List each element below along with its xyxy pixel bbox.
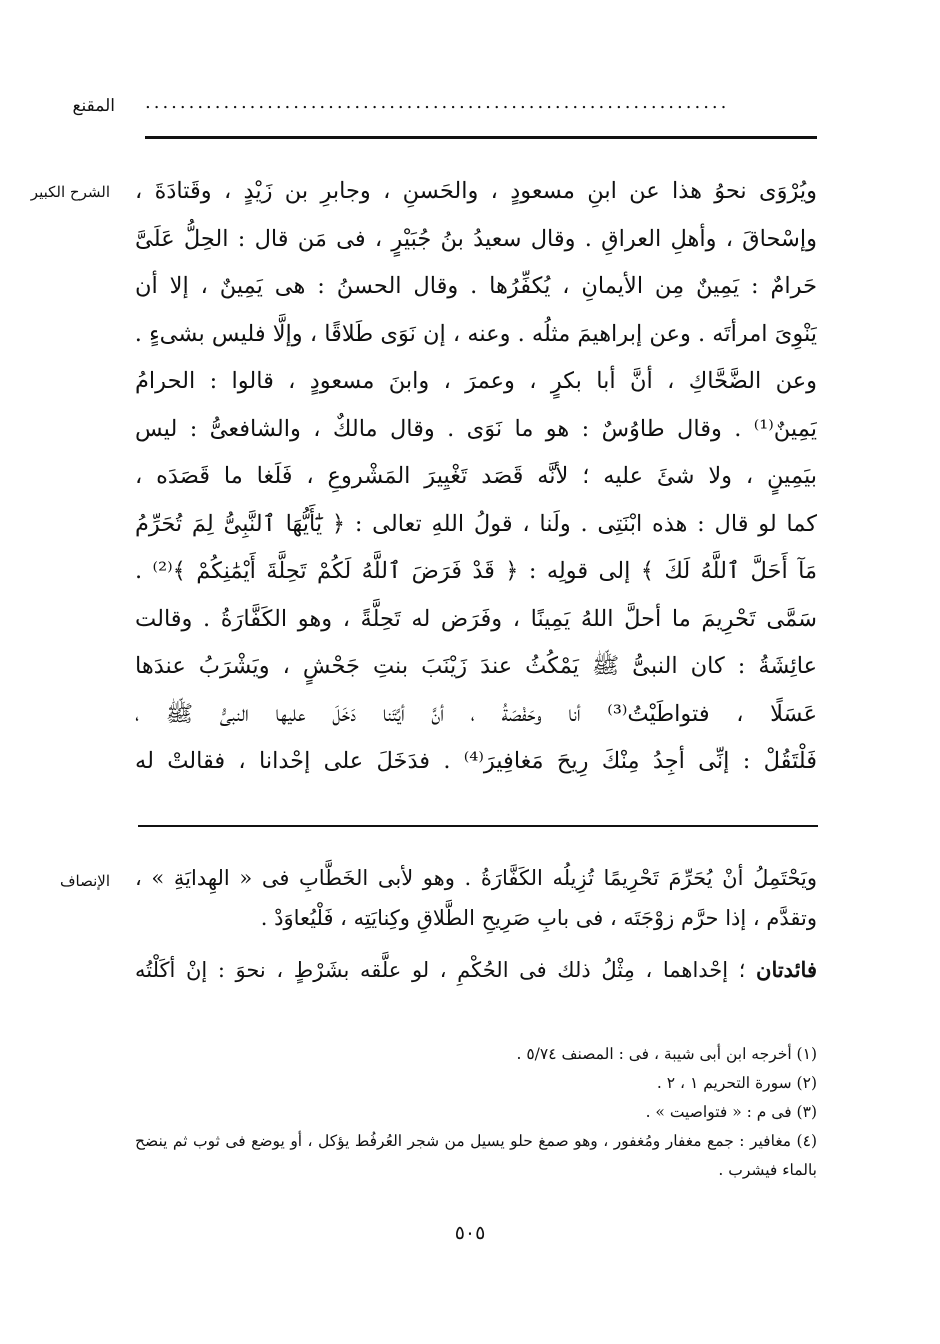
sharh-side-label: الشرح الكبير (30, 183, 110, 201)
text-line: كما لو قال : هذه ابْنَتِى . ولَنا ، قولُ اللهِ تعالى : ﴿ يَٰٓأَيُّهَا ٱلنَّبِىُّ لِمَ تُحَرِّمُ (135, 510, 817, 537)
footnote: (١) أخرجه ابن أبى شيبة ، فى : المصنف ٥/٧٤ . (516, 1045, 817, 1063)
insaf-line: ويَحْتَمِلُ أنْ يُحَرِّمَ تَحْرِيمًا تُزِيلُه الكَفَّارَةُ . وهو لأبى الخَطَّابِ فى « الهِدايَةِ » ، (135, 866, 817, 890)
text-line: عَسَلًا ، فتواطَيْتُ⁽³⁾ أنا وحَفْصَةُ ، أنَّ أيَّتَنا دَخَلَ عليها النبىُّ ﷺ ، (135, 700, 817, 727)
section-divider (138, 825, 818, 827)
insaf-side-label: الإنصاف (59, 872, 110, 890)
text-line: حَرامٌ : يَمِينٌ مِن الأيمانِ ، يُكفِّرُها . وقال الحسنُ : هى يَمِينٌ ، إلا أن (135, 273, 817, 299)
footnotes-block (135, 1040, 817, 1185)
text-line: يَنْوِىَ امرأتَه . وعن إبراهيمَ مثلُه . وعنه ، إن نَوَى طَلاقًا ، وإلَّا فليس بشىءٍ . (135, 320, 817, 347)
main-text-block (135, 168, 817, 786)
footnote: (٣) فى م : « فتواصيت » . (645, 1103, 817, 1121)
header-dot-leader: ................................................................... (145, 92, 730, 112)
footnote: (٢) سورة التحريم ١ ، ٢ . (656, 1074, 817, 1092)
text-line: ويُرْوَى نحوُ هذا عن ابنِ مسعودٍ ، والحَسنِ ، وجابرِ بن زَيْدٍ ، وقَتادَةَ ، (135, 178, 817, 204)
page-number: ٥٠٥ (454, 1222, 486, 1244)
text-line: عائِشَةُ : كان النبىُّ ﷺ يَمْكُثُ عندَ زَيْنَبَ بنتِ جَحْشٍ ، ويَشْرَبُ عندَها (135, 653, 817, 679)
insaf-text-block (135, 858, 817, 990)
running-header-title: المقنع (72, 96, 115, 116)
text-line: يَمِينٌ⁽¹⁾ . وقال طاوُسٌ : هو ما نَوَى . وقال مالكٌ ، والشافعىُّ : ليس (135, 415, 817, 442)
text-line: بيَمِينٍ ، ولا شئَ عليه ؛ لأنَّه قَصَد تَغْيِيرَ المَشْروعِ ، فَلَغا ما قَصَدَه ، (135, 463, 817, 489)
text-line: وإسْحاقَ ، وأهلِ العراقِ . وقال سعيدُ بنُ جُبَيْرٍ ، فى مَن قال : الحِلُّ عَلَىَّ (135, 225, 817, 252)
footnote: (٤) مغافير : جمع مغفار ومُغفور ، وهو صمغ حلو يسيل من شجر العُرفُط يؤكل ، أو يوضع فى ثوب ثم ينضح (135, 1132, 817, 1150)
text-line: وعن الضَّحَّاكِ ، أنَّ أبا بكرٍ ، وعمرَ ، وابنَ مسعودٍ ، قالوا : الحرامُ (135, 368, 817, 394)
fawaid-heading: فائدتان (756, 957, 817, 982)
header-rule (145, 136, 817, 139)
insaf-line: وتقدَّم ، إذا حرَّم زوْجَتَه ، فى بابِ صَرِيحِ الطَّلاقِ وكِنايَتِه ، فَلْيُعاوَدْ . (260, 906, 817, 930)
text-line: سَمَّى تَحْرِيمَ ما أحلَّ اللهُ يَمِينًا ، وفَرَض له تَحِلَّةً ، وهو الكَفَّارَةُ . وقالت (135, 605, 817, 632)
footnote: بالماء فيشرب . (718, 1161, 817, 1179)
text-line: فَلْتَقُلْ : إنِّى أجِدُ مِنْكَ رِيحَ مَغافِيرَ⁽⁴⁾ . فدَخَلَ على إحْدانا ، فقالتْ له (135, 748, 817, 774)
fawaid-text: ؛ إحْداهما ، مِثْلُ ذلك فى الحُكْمِ ، لو علَّقه بشَرْطٍ ، نحوَ : إنْ أكَلْتُه (135, 958, 757, 982)
fawaid-line (135, 950, 817, 990)
text-line: مَآ أَحَلَّ ٱللَّهُ لَكَ ﴾ إلى قولِه : ﴿ قَدْ فَرَضَ ٱللَّهُ لَكُمْ تَحِلَّةَ أَيْمَٰنِكُمْ ﴾⁽²⁾ . (135, 558, 817, 584)
